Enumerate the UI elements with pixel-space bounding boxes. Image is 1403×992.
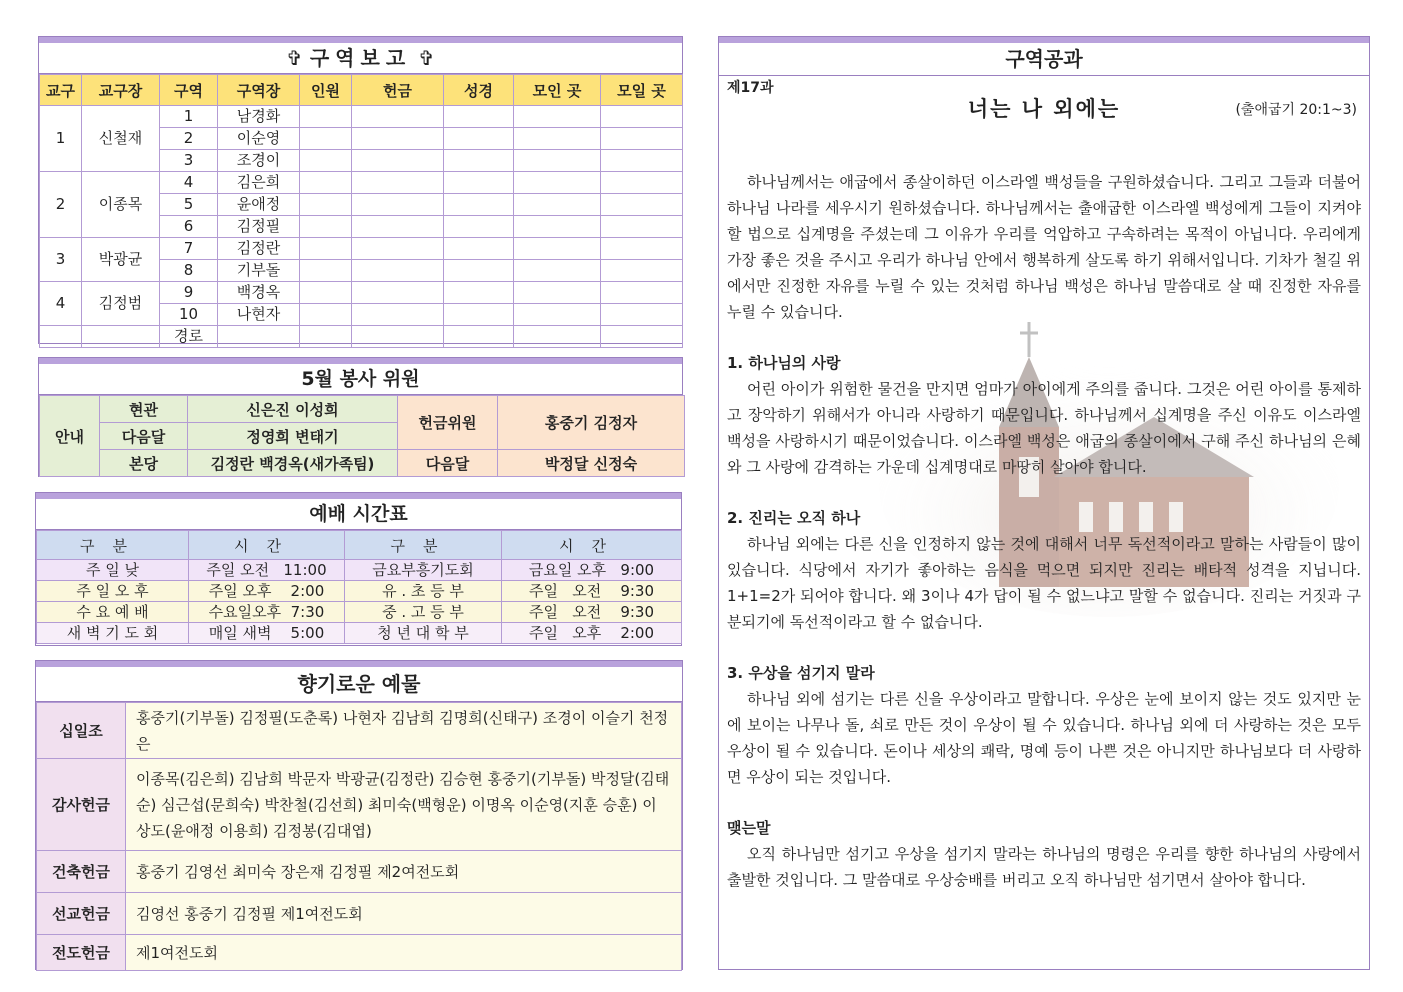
volunteer-names: 정영희 변태기 [188, 423, 398, 450]
parish-number: 1 [40, 106, 82, 172]
col-header: 인원 [300, 75, 352, 106]
district-number: 10 [160, 304, 218, 326]
table-row [37, 703, 682, 759]
table-row [37, 935, 682, 971]
service-time: 주일 오후 2:00 [189, 581, 345, 602]
offerings-panel [35, 660, 683, 970]
schedule-header-row [37, 531, 682, 560]
service-time: 주일 오후 2:00 [502, 623, 682, 644]
lesson-panel [718, 36, 1370, 970]
parish-number: 4 [40, 282, 82, 326]
district-leader: 윤애정 [218, 194, 300, 216]
schedule-table [36, 530, 682, 644]
table-row [37, 759, 682, 851]
col-header: 모일 곳 [601, 75, 683, 106]
district-number: 1 [160, 106, 218, 128]
section-text: 어린 아이가 위험한 물건을 만지면 엄마가 아이에게 주의를 줍니다. 그것은 어린 아이를 통제하고 장악하기 위해서가 아니라 사랑하기 때문입니다. 하나님께서 십계명을 주신 이유도 이스라엘 백성을 사랑하시기 때문이었습니다. 이스라엘 백성은 애굽의 종살이에서 구해 주신 하나님의 은혜와 그 사랑에 감격하는 가운데 십계명대로 마땅히 살아야 합니다. [727, 380, 1361, 476]
col-header: 구분 [37, 531, 189, 560]
scripture-reference: (출애굽기 20:1~3) [1235, 102, 1357, 118]
district-number: 3 [160, 150, 218, 172]
place-label: 현관 [100, 396, 188, 423]
district-number: 2 [160, 128, 218, 150]
offering-names: 홍중기 김영선 최미숙 장은재 김정필 제2여전도회 [126, 851, 682, 893]
offering-committee-label: 헌금위원 [398, 396, 498, 450]
section-heading: 3. 우상을 섬기지 말라 [727, 664, 875, 682]
district-number: 6 [160, 216, 218, 238]
parish-number: 2 [40, 172, 82, 238]
offering-names: 김영선 홍중기 김정필 제1여전도회 [126, 893, 682, 935]
table-row [40, 396, 685, 423]
offering-type: 선교헌금 [37, 893, 126, 935]
table-row [40, 450, 685, 477]
service-time: 주일 오전 9:30 [502, 602, 682, 623]
district-leader: 백경옥 [218, 282, 300, 304]
offerings-table [36, 702, 682, 971]
guide-label: 안내 [40, 396, 100, 477]
district-leader: 김정란 [218, 238, 300, 260]
district-report-title: ✞ 구역보고 ✞ [39, 43, 682, 74]
table-row [40, 106, 683, 128]
service-time: 금요일 오후 9:00 [502, 560, 682, 581]
district-leader: 김정필 [218, 216, 300, 238]
table-row [37, 623, 682, 644]
place-label: 다음달 [100, 423, 188, 450]
service-name: 유 . 초 등 부 [345, 581, 502, 602]
col-header: 시간 [502, 531, 682, 560]
parish-leader: 박광균 [82, 238, 160, 282]
service-name: 새 벽 기 도 회 [37, 623, 189, 644]
parish-leader: 김정범 [82, 282, 160, 326]
volunteers-table [39, 395, 685, 477]
service-name: 주 일 낮 [37, 560, 189, 581]
volunteers-panel [38, 357, 683, 477]
district-leader: 이순영 [218, 128, 300, 150]
service-name: 청 년 대 학 부 [345, 623, 502, 644]
district-leader: 기부돌 [218, 260, 300, 282]
service-name: 수 요 예 배 [37, 602, 189, 623]
offering-type: 감사헌금 [37, 759, 126, 851]
service-time: 주일 오전 9:30 [502, 581, 682, 602]
service-name: 중 . 고 등 부 [345, 602, 502, 623]
volunteer-names: 신은진 이성희 [188, 396, 398, 423]
district-number: 4 [160, 172, 218, 194]
district-number: 9 [160, 282, 218, 304]
col-header: 헌금 [352, 75, 444, 106]
volunteer-names: 김정란 백경옥(새가족팀) [188, 450, 398, 477]
district-report-panel [38, 36, 683, 344]
table-row [37, 851, 682, 893]
table-row [37, 893, 682, 935]
cross-icon: ✞ [418, 46, 435, 70]
section-heading: 2. 진리는 오직 하나 [727, 509, 861, 527]
section-text: 하나님 외에 섬기는 다른 신을 우상이라고 말합니다. 우상은 눈에 보이지 않는 것도 있지만 눈에 보이는 나무나 돌, 쇠로 만든 것이 우상이 될 수 있습니다. 하나님 외에 더 사랑하는 것은 모두 우상이 될 수 있습니다. 돈이나 세상의 쾌락, 명예 등이 나쁜 것은 아니지만 하나님보다 더 사랑하면 우상이 되는 것입니다. [727, 690, 1361, 786]
col-header: 모인 곳 [514, 75, 601, 106]
offering-type: 십일조 [37, 703, 126, 759]
district-leader: 남경화 [218, 106, 300, 128]
col-header: 구분 [345, 531, 502, 560]
table-row [37, 560, 682, 581]
section-heading: 1. 하나님의 사랑 [727, 354, 841, 372]
district-leader: 나현자 [218, 304, 300, 326]
col-header: 성경 [444, 75, 514, 106]
col-header: 시간 [189, 531, 345, 560]
service-time: 매일 새벽 5:00 [189, 623, 345, 644]
parish-number: 3 [40, 238, 82, 282]
offering-names: 홍중기(기부돌) 김정필(도춘록) 나현자 김남희 김명희(신태구) 조경이 이슬기 천정은 [126, 703, 682, 759]
col-header: 구역장 [218, 75, 300, 106]
district-number: 7 [160, 238, 218, 260]
district-number: 8 [160, 260, 218, 282]
section-text: 하나님 외에는 다른 신을 인정하지 않는 것에 대해서 너무 독선적이라고 말하는 사람들이 많이 있습니다. 식당에서 자기가 좋아하는 음식을 먹으면 되지만 진리는 배타적 성격을 지닙니다. 1+1=2가 되어야 합니다. 왜 3이나 4가 답이 될 수 없느냐고 말할 수 없습니다. 진리는 거짓과 구분되기에 독선적이라고 할 수 없습니다. [727, 535, 1361, 631]
service-time: 수요일오후 7:30 [189, 602, 345, 623]
lesson-body [727, 169, 1361, 893]
lesson-title: 너는 나 외에는 [967, 97, 1121, 121]
parish-leader: 신철재 [82, 106, 160, 172]
offering-type: 전도헌금 [37, 935, 126, 971]
table-row [40, 326, 683, 348]
col-header: 구역 [160, 75, 218, 106]
parish-leader: 이종목 [82, 172, 160, 238]
lesson-section-title: 구역공과 [719, 43, 1369, 76]
lesson-number: 제17과 [727, 80, 774, 96]
table-row [37, 602, 682, 623]
offerings-title: 향기로운 예물 [36, 667, 682, 702]
table-row [40, 172, 683, 194]
table-row [37, 581, 682, 602]
table-row [40, 238, 683, 260]
schedule-title: 예배 시간표 [36, 499, 681, 530]
offering-committee-names: 홍중기 김정자 [498, 396, 685, 450]
district-number: 5 [160, 194, 218, 216]
district-leader: 김은희 [218, 172, 300, 194]
district-header-row [40, 75, 683, 106]
elder-row-label: 경로 [160, 326, 218, 348]
worship-schedule-panel [35, 492, 682, 646]
section-heading: 맺는말 [727, 819, 771, 837]
cross-icon: ✞ [286, 46, 303, 70]
offering-names: 이종목(김은희) 김남희 박문자 박광균(김정란) 김승현 홍중기(기부돌) 박정달(김태순) 심근섭(문희숙) 박찬철(김선희) 최미숙(백형운) 이명옥 이순영(지훈 승훈) 이상도(윤애정 이용희) 김정봉(김대엽) [126, 759, 682, 851]
section-text: 오직 하나님만 섬기고 우상을 섬기지 말라는 하나님의 명령은 우리를 향한 하나님의 사랑에서 출발한 것입니다. 그 말씀대로 우상숭배를 버리고 오직 하나님만 섬기면서 살아야 합니다. [727, 845, 1361, 889]
service-time: 주일 오전 11:00 [189, 560, 345, 581]
service-name: 금요부흥기도회 [345, 560, 502, 581]
district-leader: 조경이 [218, 150, 300, 172]
offering-names: 제1여전도회 [126, 935, 682, 971]
table-row [40, 282, 683, 304]
place-label: 본당 [100, 450, 188, 477]
col-header: 교구장 [82, 75, 160, 106]
next-month-label: 다음달 [398, 450, 498, 477]
lesson-intro: 하나님께서는 애굽에서 종살이하던 이스라엘 백성들을 구원하셨습니다. 그리고 그들과 더불어 하나님 나라를 세우시기 원하셨습니다. 하나님께서는 출애굽한 이스라엘 백성에게 그들이 지켜야 할 법으로 십계명을 주셨는데 그 이유가 우리를 억압하고 구속하려는 목적이 아닙니다. 우리에게 가장 좋은 것을 주시고 우리가 하나님 안에서 행복하게 살도록 하기 위해서입니다. 기차가 철길 위에서만 진정한 자유를 누릴 수 있는 것처럼 하나님 백성은 하나님 말씀대로 살 때 진정한 자유를 누릴 수 있습니다. [727, 173, 1361, 321]
col-header: 교구 [40, 75, 82, 106]
offering-type: 건축헌금 [37, 851, 126, 893]
next-month-names: 박정달 신정숙 [498, 450, 685, 477]
volunteers-title: 5월 봉사 위원 [39, 364, 682, 395]
service-name: 주 일 오 후 [37, 581, 189, 602]
district-table [39, 74, 683, 348]
